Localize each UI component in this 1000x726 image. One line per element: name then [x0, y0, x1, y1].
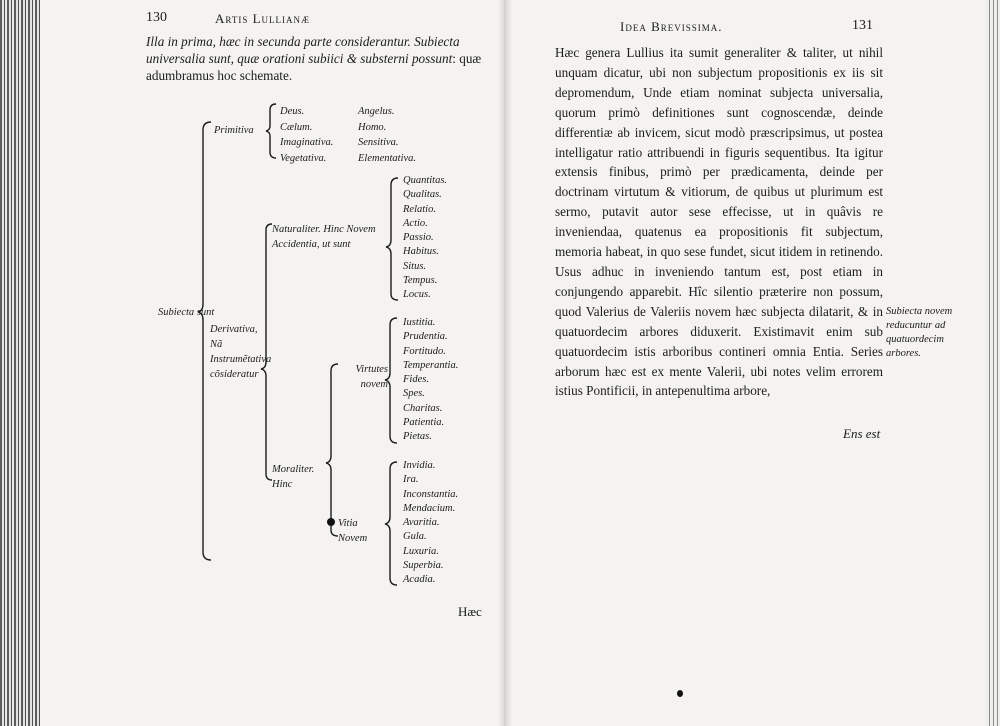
ink-blot: [327, 518, 335, 526]
accidentia-list: [403, 174, 447, 303]
vitium-item: Inconstantia.: [403, 488, 459, 500]
naturaliter-label: Naturaliter. Hinc Novem Accidentia, ut sunt: [272, 224, 376, 250]
virtus-item: Iustitia.: [403, 317, 436, 328]
accidentia-item: Qualitas.: [403, 189, 442, 201]
accidentia-item: Quantitas.: [403, 175, 448, 186]
vitium-item: Ira.: [403, 474, 419, 486]
intro-text-italic: Illa in prima, hæc in secunda parte considerantur. Subiecta universalia sunt, quæ orationi subiici & substerni possunt: [146, 34, 460, 66]
virtus-item: Temperantia.: [403, 359, 459, 371]
vitium-item: Mendacium.: [403, 502, 456, 514]
primitiva-item: Sensitiva.: [358, 137, 399, 148]
right-page-number: 131: [852, 18, 873, 33]
moraliter-label: Moraliter. Hinc: [272, 464, 315, 490]
virtus-item: Pietas.: [403, 431, 432, 443]
accidentia-item: Passio.: [403, 232, 434, 244]
brace-naturaliter: [386, 178, 398, 300]
right-body-paragraph: Hæc genera Lullius ita sumit generaliter & taliter, ut nihil unquam dicatur, ubi non subjectum propositionis ex iis sit depromendum, Unde etiam nominat subjecta universalia, quorum primò definitiones sunt cognoscendæ, deinde differentiæ ab invicem, sicut modò præscripsimus, ut postea intelligatur ratio attribuendi in figuris sequentibus. Ita igitur extensis finibus, primò per prædicamenta, deinde per doctrinam virtutum & vitiorum, de quibus ut plurimum est sermo, putavit autor sese effecisse, ut in quâvis re inveniendaa, quatenus ea propositionis fit subjectum, memoria habeat, in quo sese fundet, sicut itidem in retinendo. Usus adhuc in inveniendo tantum est, post etiam in conjungendo apparebit. Hîc silentio præterire non possum, quod Valerius de Valeriis novem hæc subjecta dilatarit, & in quatuordecim arbores diduxerit. Existimavit enim sub quatuordecim istis arboribus contineri omnia Entia. Series arborum hæc est ex mente Valerii, ubi notes velim errorem istius Pontificii, in antepenultima arbore,: [555, 45, 883, 399]
vitium-item: Acadia.: [403, 574, 436, 586]
primitiva-label: Primitiva: [214, 125, 254, 136]
virtus-item: Patientia.: [403, 417, 445, 429]
derivativa-label: Derivativa, Nã Instrumẽtativa cõsideratur: [210, 324, 272, 380]
virtus-item: Spes.: [403, 388, 425, 400]
vitium-item: Invidia.: [403, 460, 436, 471]
virtus-item: Prudentia.: [403, 331, 448, 343]
left-page-number: 130: [146, 10, 167, 25]
left-catchword: Hæc: [458, 604, 482, 619]
brace-moraliter: [326, 364, 338, 536]
brace-primitiva: [266, 104, 276, 158]
vitia-label: Vitia Novem: [338, 518, 368, 544]
vitium-item: Superbia.: [403, 560, 444, 572]
vitium-item: Luxuria.: [403, 545, 439, 557]
margin-note: Subiecta novem reducuntur ad quatuordecim arbores.: [886, 306, 953, 359]
accidentia-item: Situs.: [403, 260, 427, 272]
accidentia-item: Habitus.: [403, 246, 439, 258]
ink-speck: [677, 690, 683, 697]
virtus-item: Fides.: [403, 374, 429, 386]
right-running-head: Idea Brevissima.: [620, 19, 723, 34]
accidentia-item: Actio.: [403, 217, 428, 229]
primitiva-item: Cælum.: [280, 121, 313, 133]
right-catchword: Ens est: [843, 426, 881, 441]
left-running-head: Artis Lullianæ: [215, 11, 311, 26]
virtus-item: Charitas.: [403, 402, 443, 414]
primitiva-item: Angelus.: [358, 106, 395, 117]
intro-text-roman: : quæ adumbramus hoc schemate.: [146, 51, 482, 83]
primitiva-item: Elementativa.: [358, 152, 417, 164]
virtutes-label: Virtutes novem: [355, 364, 388, 390]
primitiva-item: Vegetativa.: [280, 152, 327, 164]
vitium-item: Gula.: [403, 531, 427, 543]
accidentia-item: Relatio.: [403, 203, 436, 215]
virtutes-list: [403, 316, 458, 445]
primitiva-items: [280, 104, 448, 166]
virtus-item: Fortitudo.: [403, 345, 446, 357]
primitiva-item: Imaginativa.: [280, 137, 334, 148]
primitiva-item: Deus.: [280, 106, 305, 117]
vitia-list: [403, 459, 458, 588]
root-label: Subiecta sunt: [158, 307, 215, 318]
book-binding-edge-right: [986, 0, 1000, 726]
primitiva-item: Homo.: [358, 121, 387, 133]
accidentia-item: Tempus.: [403, 275, 438, 287]
vitium-item: Avaritia.: [403, 517, 440, 529]
accidentia-item: Locus.: [403, 289, 431, 301]
